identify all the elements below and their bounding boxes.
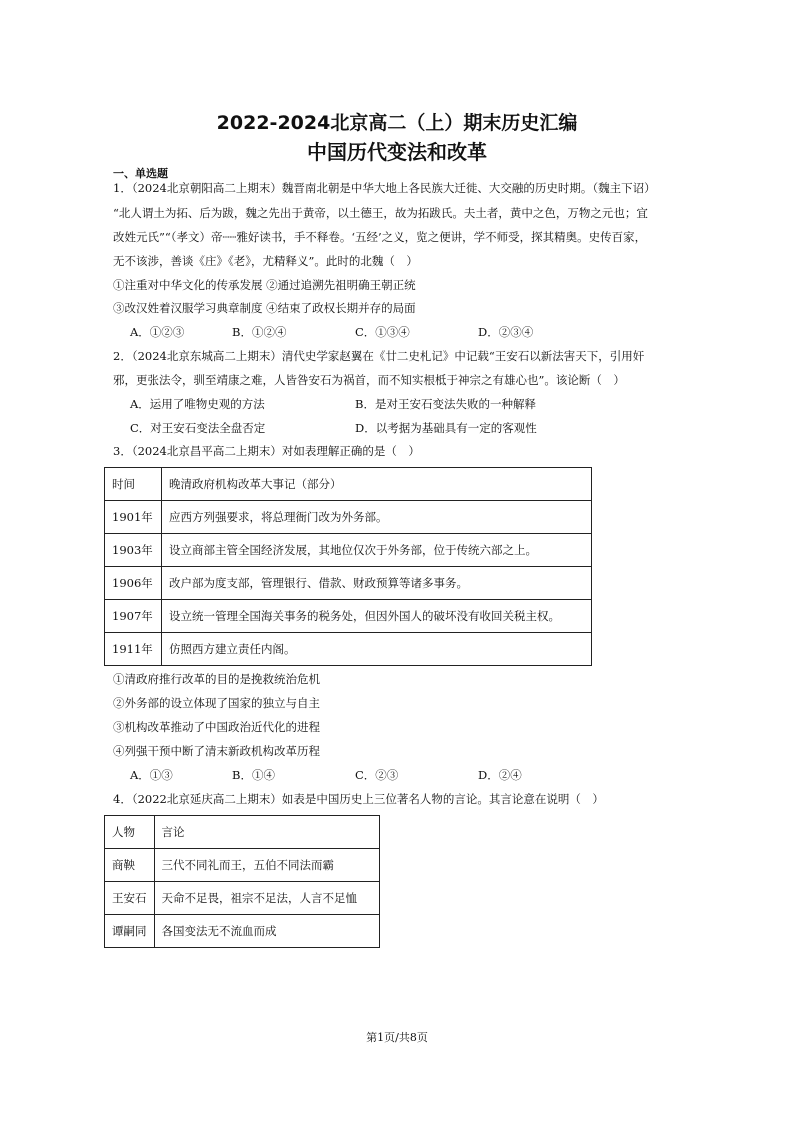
table-cell-event: 设立商部主管全国经济发展，其地位仅次于外务部，位于传统六部之上。 (162, 534, 592, 567)
table-cell-quote: 各国变法无不流血而成 (154, 915, 380, 948)
option-d: D．以考据为基础具有一定的客观性 (355, 421, 537, 435)
statement: ④列强干预中断了清末新政机构改革历程 (113, 744, 320, 758)
page-footer: 第1页/共8页 (366, 1031, 428, 1044)
table-header-cell: 人物 (105, 816, 155, 849)
table-cell-year: 1907年 (105, 600, 162, 633)
table-cell-event: 仿照西方建立责任内阁。 (162, 633, 592, 666)
table-cell-year: 1906年 (105, 567, 162, 600)
section-heading: 一、单选题 (113, 167, 168, 180)
option-d: D．②③④ (478, 325, 534, 339)
option-b: B．①②④ (232, 325, 287, 339)
question-text: 无不该涉，善谈《庄》《老》，尤精释义”。此时的北魏（ ） (113, 254, 418, 268)
table-cell-year: 1903年 (105, 534, 162, 567)
table-cell-event: 改户部为度支部，管理银行、借款、财政预算等诸多事务。 (162, 567, 592, 600)
reform-table (104, 467, 592, 666)
table-cell-person: 王安石 (105, 882, 155, 915)
table-cell-event: 应西方列强要求，将总理衙门改为外务部。 (162, 501, 592, 534)
statement: ①清政府推行改革的目的是挽救统治危机 (113, 672, 320, 686)
table-row (105, 501, 592, 534)
table-cell-person: 谭嗣同 (105, 915, 155, 948)
table-header-cell: 晚清政府机构改革大事记（部分） (162, 468, 592, 501)
option-a: A．①②③ (130, 325, 185, 339)
table-row (105, 633, 592, 666)
question-text: 3．（2024北京昌平高二上期末）对如表理解正确的是（ ） (113, 444, 420, 458)
table-row (105, 600, 592, 633)
option-a: A．①③ (130, 768, 173, 782)
table-cell-quote: 三代不同礼而王，五伯不同法而霸 (154, 849, 380, 882)
table-header-row (105, 816, 380, 849)
statement: ①注重对中华文化的传承发展 ②通过追溯先祖明确王朝正统 (113, 278, 416, 292)
option-c: C．①③④ (355, 325, 410, 339)
table-header-cell: 时间 (105, 468, 162, 501)
question-text: 2．（2024北京东城高二上期末）清代史学家赵翼在《廿二史札记》中记载“王安石以新法害天下，引用奸 (113, 349, 645, 363)
question-text: 邪，更张法令，驯至靖康之难，人皆咎安石为祸首，而不知实根柢于神宗之有雄心也”。该论断（ ） (113, 373, 625, 387)
option-c: C．对王安石变法全盘否定 (130, 421, 266, 435)
question-text: 改姓元氏”“（孝文）帝┈┈雅好读书，手不释卷。‘五经’之义，览之便讲，学不师受，探其精奥。史传百家， (113, 230, 647, 244)
table-cell-year: 1911年 (105, 633, 162, 666)
table-row (105, 882, 380, 915)
question-text: 4．（2022北京延庆高二上期末）如表是中国历史上三位著名人物的言论。其言论意在说明（ ） (113, 792, 604, 806)
table-row (105, 915, 380, 948)
table-cell-person: 商鞅 (105, 849, 155, 882)
table-row (105, 849, 380, 882)
document-title: 2022-2024北京高二（上）期末历史汇编 (216, 112, 578, 134)
table-header-cell: 言论 (154, 816, 380, 849)
table-row (105, 534, 592, 567)
quotes-table (104, 815, 380, 948)
question-text: 1．（2024北京朝阳高二上期末）魏晋南北朝是中华大地上各民族大迁徙、大交融的历史时期。（魏主下诏） (113, 181, 656, 195)
table-header-row (105, 468, 592, 501)
option-a: A．运用了唯物史观的方法 (130, 397, 265, 411)
document-subtitle: 中国历代变法和改革 (307, 140, 487, 164)
table-cell-event: 设立统一管理全国海关事务的税务处，但因外国人的破坏没有收回关税主权。 (162, 600, 592, 633)
statement: ③机构改革推动了中国政治近代化的进程 (113, 720, 320, 734)
option-b: B．①④ (232, 768, 275, 782)
option-c: C．②③ (355, 768, 399, 782)
question-text: “北人谓土为拓、后为跋，魏之先出于黄帝，以土德王，故为拓跋氏。夫土者，黄中之色，万物之元也；宜 (113, 206, 648, 220)
statement: ③改汉姓着汉服学习典章制度 ④结束了政权长期并存的局面 (113, 301, 416, 315)
table-cell-quote: 天命不足畏，祖宗不足法，人言不足恤 (154, 882, 380, 915)
table-cell-year: 1901年 (105, 501, 162, 534)
statement: ②外务部的设立体现了国家的独立与自主 (113, 696, 320, 710)
table-row (105, 567, 592, 600)
option-d: D．②④ (478, 768, 522, 782)
option-b: B．是对王安石变法失败的一种解释 (355, 397, 536, 411)
